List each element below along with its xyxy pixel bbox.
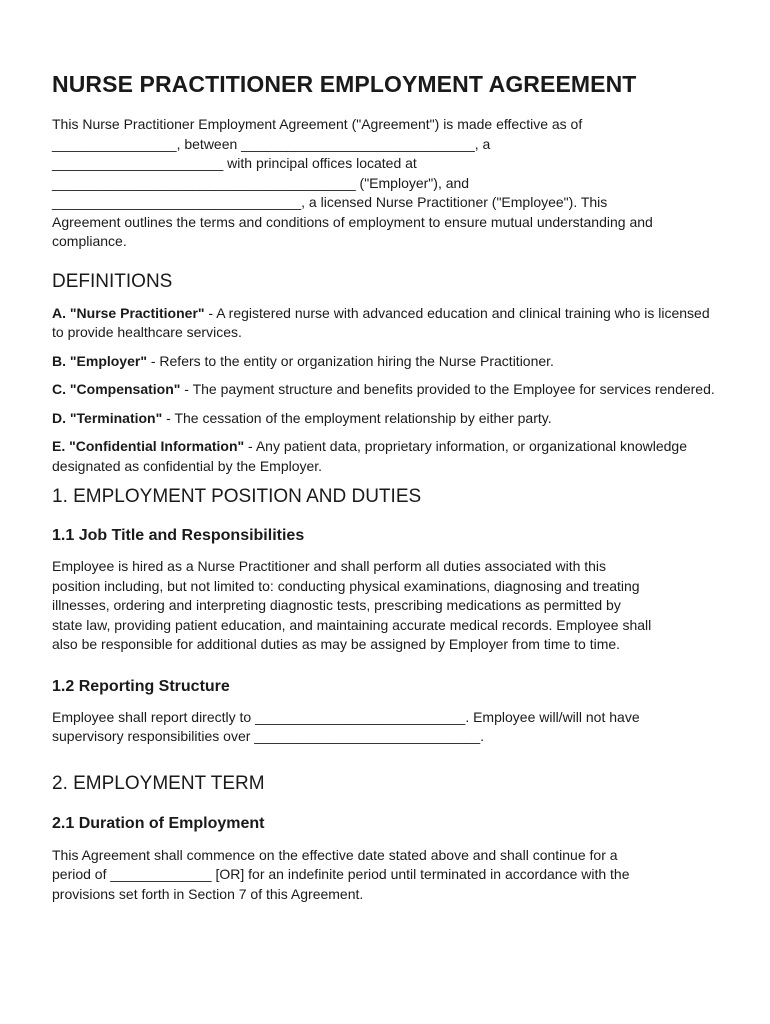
document-title: NURSE PRACTITIONER EMPLOYMENT AGREEMENT (52, 71, 637, 97)
definition-text: - Any patient data, proprietary information, or organizational knowledge designated as confidential by the Employer. (52, 438, 687, 474)
paragraph-line: state law, providing patient education, and maintaining accurate medical records. Employee shall (52, 616, 652, 633)
definition-item (52, 437, 722, 476)
definition-term: E. "Confidential Information" (52, 438, 245, 454)
subsection-2-1-paragraph (52, 846, 722, 905)
paragraph-line: also be responsible for additional duties as may be assigned by Employer from time to time. (52, 636, 621, 652)
definition-item (52, 352, 722, 372)
definition-item (52, 380, 722, 400)
paragraph-line: supervisory responsibilities over _____________________________. (52, 728, 484, 744)
definition-term: A. "Nurse Practitioner" (52, 304, 205, 321)
intro-line: This Nurse Practitioner Employment Agreement ("Agreement") is made effective as of (52, 116, 583, 132)
definition-term: C. "Compensation" (52, 381, 181, 397)
intro-line: _______________________________________ ("Employer"), and (52, 174, 470, 191)
intro-line: Agreement outlines the terms and conditions of employment to ensure mutual understanding and (52, 213, 653, 230)
definitions-heading: DEFINITIONS (52, 270, 173, 292)
paragraph-line: Employee shall report directly to ___________________________. Employee will/will not have (52, 708, 640, 725)
definition-item (52, 304, 722, 343)
definition-text: - Refers to the entity or organization hiring the Nurse Practitioner. (146, 352, 554, 369)
paragraph-line: This Agreement shall commence on the effective date stated above and shall continue for a (52, 846, 618, 863)
section-2-heading: 2. EMPLOYMENT TERM (52, 772, 265, 794)
paragraph-line: provisions set forth in Section 7 of this Agreement. (52, 885, 364, 902)
definition-text: - The payment structure and benefits provided to the Employee for services rendered. (180, 381, 715, 397)
paragraph-line: period of _____________ [OR] for an indefinite period until terminated in accordance with the (52, 866, 630, 882)
paragraph-line: position including, but not limited to: conducting physical examinations, diagnosing and treating (52, 577, 640, 594)
paragraph-line: illnesses, ordering and interpreting diagnostic tests, prescribing medications as permitted by (52, 597, 621, 613)
definition-item (52, 409, 722, 429)
intro-paragraph (52, 115, 722, 252)
document-page (52, 70, 722, 904)
intro-line: ________________, between ______________________________, a (52, 135, 491, 152)
subsection-1-2-heading: 1.2 Reporting Structure (52, 677, 230, 695)
subsection-2-1-heading: 2.1 Duration of Employment (52, 814, 265, 832)
paragraph-line: Employee is hired as a Nurse Practitioner and shall perform all duties associated with this (52, 558, 607, 574)
section-1-heading: 1. EMPLOYMENT POSITION AND DUTIES (52, 486, 422, 507)
subsection-1-1-heading: 1.1 Job Title and Responsibilities (52, 527, 305, 544)
definition-text: - The cessation of the employment relationship by either party. (162, 409, 552, 426)
intro-line: ________________________________, a licensed Nurse Practitioner ("Employee"). This (52, 194, 608, 210)
intro-line: ______________________ with principal offices located at (52, 155, 417, 171)
definition-term: B. "Employer" (52, 352, 147, 369)
definition-term: D. "Termination" (52, 409, 163, 426)
definition-text: - A registered nurse with advanced education and clinical training who is licensed to provide healthcare services. (52, 304, 710, 340)
intro-line: compliance. (52, 233, 127, 249)
subsection-1-2-paragraph (52, 708, 722, 747)
subsection-1-1-paragraph (52, 557, 722, 655)
